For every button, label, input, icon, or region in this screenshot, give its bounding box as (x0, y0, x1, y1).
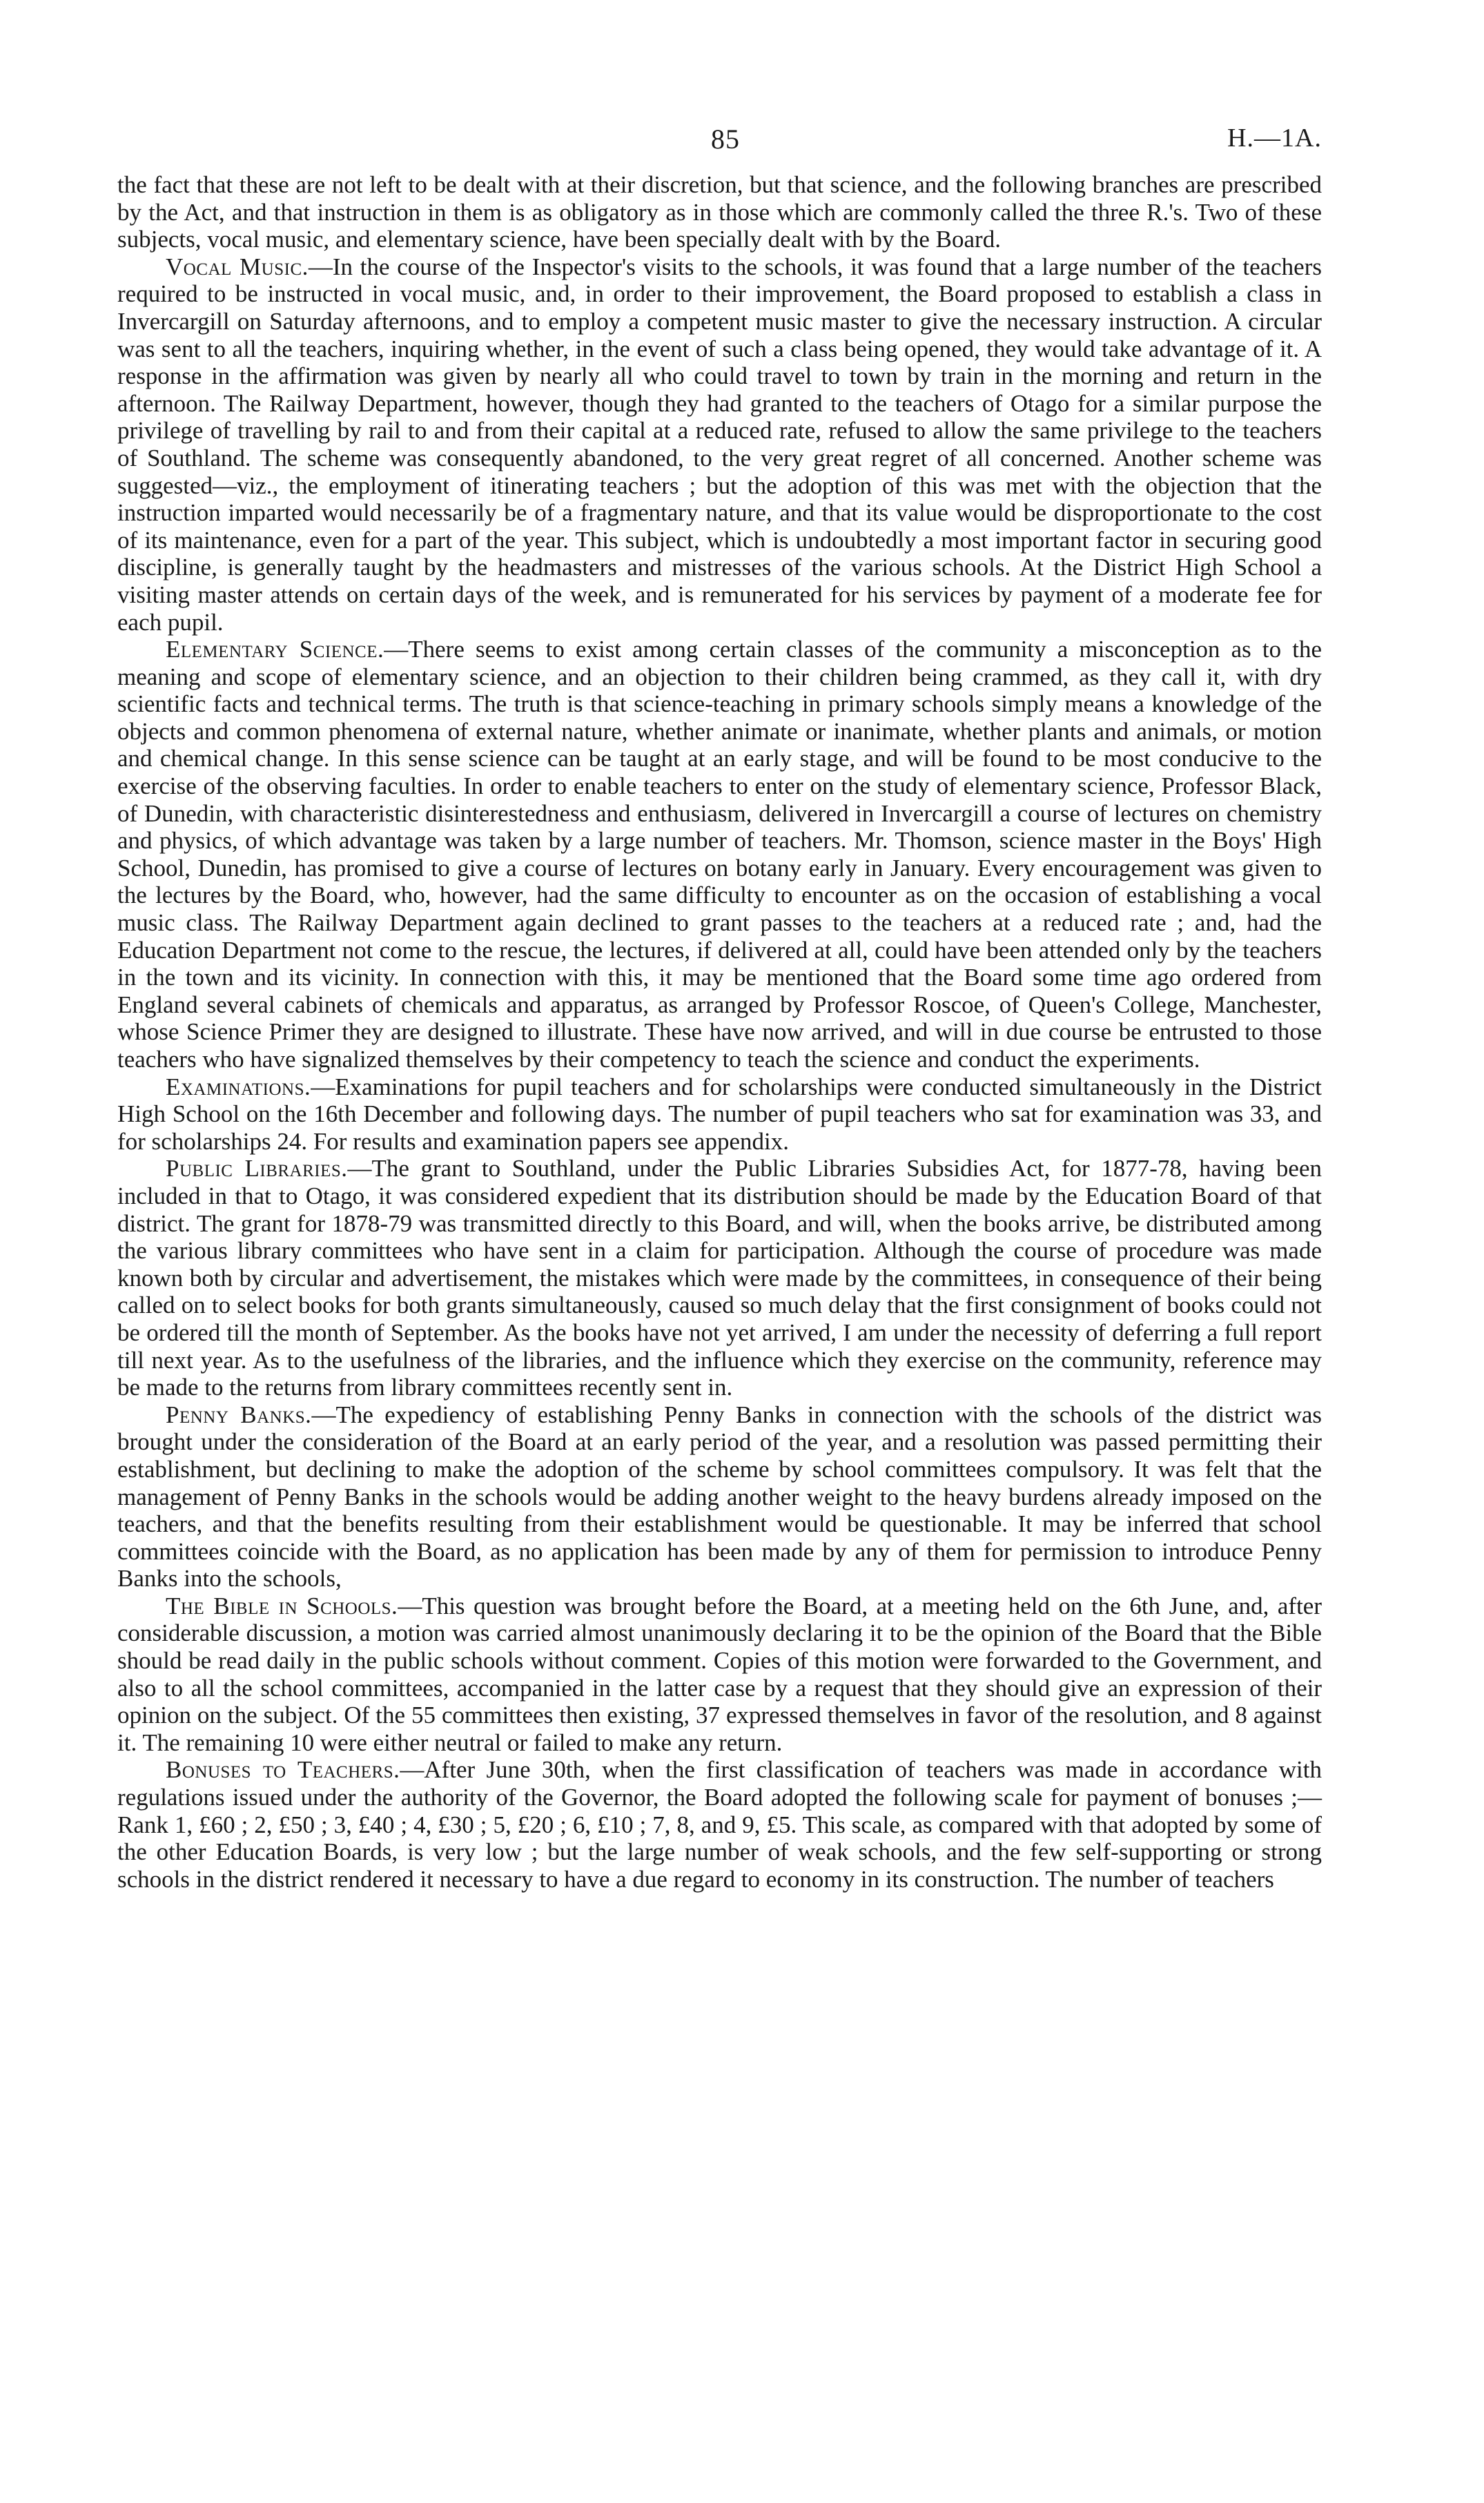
paragraph-text: —This question was brought before the Board, at a meeting held on the 6th June, and, after considerable discussion, a motion was carried almost unanimously declaring it to be the opinion of the Board that the Bible should be read daily in the public schools without comment. Copies of this motion were forwarded to the Government, and also to all the school committees, accompanied in the latter case by a request that they should give an expression of their opinion on the subject. Of the 55 committees then existing, 37 expressed themselves in favor of the resolution, and 8 against it. The remaining 10 were either neutral or failed to make any return. (117, 1592, 1322, 1756)
paragraph-text: —The expediency of establishing Penny Banks in connection with the schools of the district was brought under the consideration of the Board at an early period of the year, and a resolution was passed permitting their establishment, but declining to make the adoption of the scheme by school committees compulsory. It was felt that the management of Penny Banks in the schools would be adding another weight to the heavy burdens already imposed on the teachers, and that the benefits resulting from their establishment would be questionable. It may be inferred that school committees coincide with the Board, as no application has been made by any of them for permission to introduce Penny Banks into the schools, (117, 1401, 1322, 1593)
section-heading: The Bible in Schools. (166, 1592, 398, 1619)
paragraph-elementary-science (117, 636, 1322, 1073)
paragraph-text: —In the course of the Inspector's visits to the schools, it was found that a large number of the teachers required to be instructed in vocal music, and, in order to their improvement, the Board proposed to establish a class in Invercargill on Saturday afternoons, and to employ a competent music master to give the necessary instruction. A circular was sent to all the teachers, inquiring whether, in the event of such a class being opened, they would take advantage of it. A response in the affirmation was given by nearly all who could travel to town by train in the morning and return in the afternoon. The Railway Department, however, though they had granted to the teachers of Otago for a similar purpose the privilege of travelling by rail to and from their capital at a reduced rate, refused to allow the same privilege to the teachers of Southland. The scheme was consequently abandoned, to the very great regret of all concerned. Another scheme was suggested—viz., the employment of itinerating teachers ; but the adoption of this was met with the objection that the instruction imparted would necessarily be of a fragmentary nature, and that its value would be disproportionate to the cost of its maintenance, even for a part of the year. This subject, which is undoubtedly a most important factor in securing good discipline, is generally taught by the headmasters and mistresses of the various schools. At the District High School a visiting master attends on certain days of the week, and is remunerated for his services by payment of a moderate fee for each pupil. (117, 253, 1322, 636)
body-text (117, 171, 1322, 1893)
section-heading: Public Libraries. (166, 1155, 348, 1182)
paragraph-text: the fact that these are not left to be dealt with at their discretion, but that science, and the following branches are prescribed by the Act, and that instruction in them is as obligatory as in those which are commonly called the three R.'s. Two of these subjects, vocal music, and elementary science, have been specially dealt with by the Board. (117, 171, 1322, 253)
paragraph-bible-in-schools (117, 1593, 1322, 1757)
paragraph-text: —The grant to Southland, under the Public Libraries Subsidies Act, for 1877-78, having been included in that to Otago, it was considered expedient that its distribution should be made by the Education Board of that district. The grant for 1878-79 was transmitted directly to this Board, and will, when the books arrive, be distributed among the various library committees who have sent in a claim for participation. Although the course of procedure was made known both by circular and advertisement, the mistakes which were made by the committees, in consequence of their being called on to select books for both grants simultaneously, caused so much delay that the first consignment of books could not be ordered till the month of September. As the books have not yet arrived, I am under the necessity of deferring a full report till next year. As to the usefulness of the libraries, and the influence which they exercise on the community, reference may be made to the returns from library committees recently sent in. (117, 1155, 1322, 1401)
page-header (117, 123, 1322, 171)
paragraph-examinations (117, 1073, 1322, 1156)
paragraph-text: —Examinations for pupil teachers and for scholarships were conducted simultaneously in the District High School on the 16th December and following days. The number of pupil teachers who sat for examination was 33, and for scholarships 24. For results and examination papers see appendix. (117, 1073, 1322, 1155)
paragraph-vocal-music (117, 253, 1322, 636)
section-heading: Examinations. (166, 1073, 311, 1100)
page-number: 85 (711, 124, 740, 155)
section-heading: Elementary Science. (166, 636, 384, 663)
section-heading: Vocal Music. (166, 253, 309, 280)
paragraph-text: —There seems to exist among certain classes of the community a misconception as to the meaning and scope of elementary science, and an objection to their children being crammed, as they call it, with dry scientific facts and technical terms. The truth is that science-teaching in primary schools simply means a knowledge of the objects and common phenomena of external nature, whether animate or inanimate, whether plants and animals, or motion and chemical change. In this sense science can be taught at an early stage, and will be found to be most conducive to the exercise of the observing faculties. In order to enable teachers to enter on the study of elementary science, Professor Black, of Dunedin, with characteristic disinterestedness and enthusiasm, delivered in Invercargill a course of lectures on chemistry and physics, of which advantage was taken by a large number of teachers. Mr. Thomson, science master in the Boys' High School, Dunedin, has promised to give a course of lectures on botany early in January. Every encouragement was given to the lectures by the Board, who, however, had the same difficulty to encounter as on the occasion of establishing a vocal music class. The Railway Department again declined to grant passes to the teachers at a reduced rate ; and, had the Education Department not come to the rescue, the lectures, if delivered at all, could have been attended only by the teachers in the town and its vicinity. In connection with this, it may be mentioned that the Board some time ago ordered from England several cabinets of chemicals and apparatus, as arranged by Professor Roscoe, of Queen's College, Manchester, whose Science Primer they are designed to illustrate. These have now arrived, and will in due course be entrusted to those teachers who have signalized themselves by their competency to teach the science and conduct the experiments. (117, 636, 1322, 1073)
paragraph-text: —After June 30th, when the first classification of teachers was made in accordance with regulations issued under the authority of the Governor, the Board adopted the following scale for payment of bonuses ;—Rank 1, £60 ; 2, £50 ; 3, £40 ; 4, £30 ; 5, £20 ; 6, £10 ; 7, 8, and 9, £5. This scale, as compared with that adopted by some of the other Education Boards, is very low ; but the large number of weak schools, and the few self-supporting or strong schools in the district rendered it necessary to have a due regard to economy in its construction. The number of teachers (117, 1756, 1322, 1893)
section-heading: Bonuses to Teachers. (166, 1756, 400, 1784)
paragraph-bonuses-to-teachers (117, 1756, 1322, 1893)
document-page (117, 123, 1322, 1893)
series-reference: H.—1A. (1227, 124, 1322, 153)
paragraph-penny-banks (117, 1401, 1322, 1593)
section-heading: Penny Banks. (166, 1401, 312, 1428)
paragraph-continuation (117, 171, 1322, 253)
paragraph-public-libraries (117, 1155, 1322, 1401)
